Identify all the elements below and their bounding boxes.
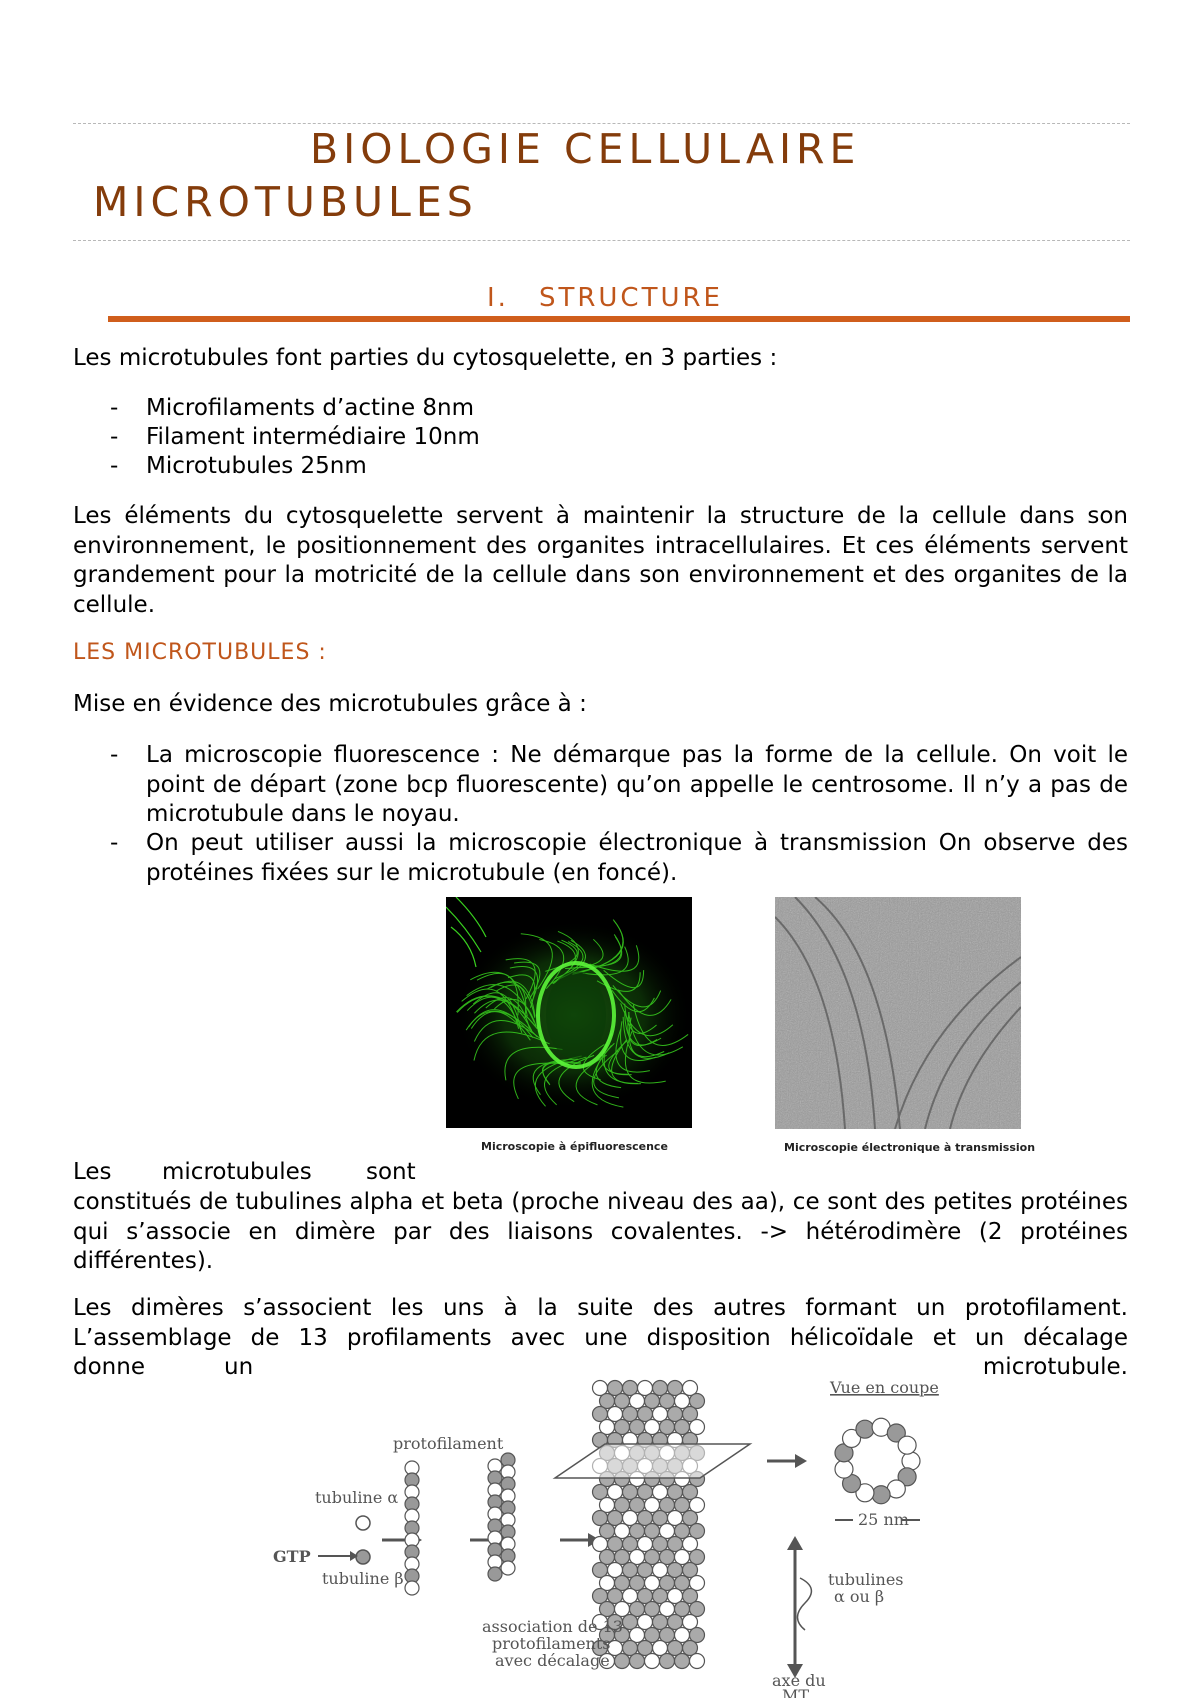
- header-rule-top: [73, 123, 1130, 124]
- section-rule: [108, 316, 1130, 322]
- intro-paragraph: Les microtubules font parties du cytosquelette, en 3 parties :: [73, 345, 778, 371]
- word: sont: [366, 1159, 416, 1185]
- caption-tem: Microscopie électronique à transmission: [784, 1141, 1036, 1154]
- document-title-line1: BIOLOGIE CELLULAIRE: [310, 125, 861, 173]
- tem-drawing: [775, 897, 1021, 1129]
- fluorescence-drawing: [446, 897, 692, 1128]
- list-item: - La microscopie fluorescence : Ne démarque pas la forme de la cellule. On voit le point de départ (zone bcp fluorescente) qu’on appelle le centrosome. Il n’y a pas de microtubule dans le noyau.: [110, 742, 1128, 827]
- protofilament-pair-shape: [488, 1453, 515, 1581]
- paragraph-role: Les éléments du cytosquelette servent à maintenir la structure de la cellule dans son environnement, le positionnement des organites intracellulaires. Et ces éléments servent grandement pour la motricité de la cellule dans son environnement et des organites de la cellule.: [73, 503, 1128, 618]
- label-axe-2: MT: [782, 1686, 810, 1698]
- section-number: I.: [487, 283, 509, 313]
- document-title-line2: MICROTUBULES: [93, 178, 478, 226]
- tem-image: [775, 897, 1021, 1129]
- paragraph-dimers: Les dimères s’associent les uns à la suite des autres formant un protofilament. L’assemblage de 13 profilaments avec une disposition hélicoïdale et un décalage: [73, 1295, 1128, 1351]
- label-axe-1: axe du: [772, 1671, 826, 1690]
- tubulin-beta-shape: [356, 1550, 370, 1564]
- label-vue-en-coupe: Vue en coupe: [830, 1378, 939, 1397]
- paragraph-mise: Mise en évidence des microtubules grâce à :: [73, 691, 587, 717]
- list-item: - Microfilaments d’actine 8nm: [110, 395, 475, 421]
- cross-section-plane: [555, 1444, 750, 1478]
- list-item: - Microtubules 25nm: [110, 453, 367, 479]
- paragraph-dimers-last: donne un microtubule.: [73, 1354, 1128, 1380]
- header-rule-bottom: [73, 240, 1130, 241]
- label-protofilament: protofilament: [393, 1434, 504, 1453]
- word: Les: [73, 1159, 112, 1185]
- protofilament-shape: [405, 1461, 419, 1595]
- label-gtp: GTP: [273, 1547, 311, 1566]
- list-item: - Filament intermédiaire 10nm: [110, 424, 480, 450]
- label-assoc-1: association de 13: [482, 1617, 623, 1636]
- label-tubuline-alpha: tubuline α: [315, 1488, 399, 1507]
- caption-epifluorescence: Microscopie à épifluorescence: [481, 1140, 668, 1153]
- word: microtubules: [162, 1159, 312, 1185]
- label-tubuline-beta: tubuline β: [322, 1569, 404, 1588]
- microtubule-diagram-svg: [260, 1368, 960, 1698]
- section-title: STRUCTURE: [538, 283, 723, 313]
- subheading: LES MICROTUBULES :: [73, 640, 327, 665]
- tubulin-alpha-shape: [356, 1516, 370, 1530]
- microtubule-diagram: [260, 1368, 960, 1698]
- label-assoc-3: avec décalage: [495, 1651, 610, 1670]
- paragraph-tubulin: constitués de tubulines alpha et beta (proche niveau des aa), ce sont des petites protéines qui s’associe en dimère par des liaisons covalentes. -> hétérodimère (2 protéines différentes).: [73, 1189, 1128, 1274]
- fluorescence-image: [446, 897, 692, 1128]
- section-heading: [487, 283, 723, 313]
- label-diameter: 25 nm: [858, 1510, 909, 1529]
- cross-section-ring: [835, 1418, 920, 1504]
- label-tubulines-2: α ou β: [834, 1587, 885, 1606]
- label-assoc-2: protofilaments: [492, 1634, 611, 1653]
- label-tubulines: tubulines: [828, 1570, 904, 1589]
- list-item: - On peut utiliser aussi la microscopie électronique à transmission On observe des protéines fixées sur le microtubule (en foncé).: [110, 830, 1128, 886]
